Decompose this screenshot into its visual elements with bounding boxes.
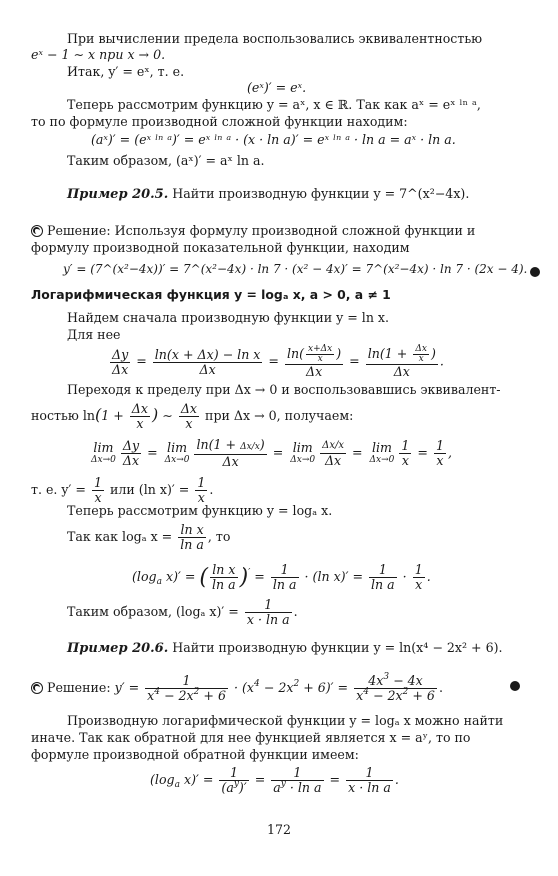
log-line-5: т. е. y′ = $\frac{1}{x}$ или (ln x)′ = $\frac{1}{x}$ . <box>31 475 214 505</box>
solution-start-icon <box>31 225 43 237</box>
example-text: Найти производную функции y = 7^(x²−4x). <box>172 186 470 201</box>
formula-ax: (aˣ)′ = (eˣ ˡⁿ ᵃ)′ = eˣ ˡⁿ ᵃ · (x · ln a)′ = eˣ ˡⁿ ᵃ · ln a = aˣ · ln a. <box>91 132 456 147</box>
example-20-5 <box>67 186 469 202</box>
intro-line-6: Таким образом, (aˣ)′ = aˣ ln a. <box>67 153 265 168</box>
log-line-3: Переходя к пределу при Δx → 0 и воспользовавшись эквивалент- <box>67 382 501 397</box>
formula-dy-dx: $\frac{\Delta y}{\Delta x}$ = $\frac{\text{ln(x + Δx) − ln x}}{\Delta x}$ = ln( $\frac{x+\Delta x}{x}$ ) Δx = ln(1 + $\frac{\Delta x}{x}$ ) Δx . <box>112 344 444 379</box>
intro-line-5: то по формуле производной сложной функции находим: <box>31 114 408 129</box>
intro-line-2: eˣ − 1 ∼ x при x → 0. <box>31 47 166 62</box>
solution-text: Используя формулу производной сложной функции и <box>114 223 476 238</box>
log-line-8: Таким образом, (logₐ x)′ = $\frac{1}{\text{x · ln a}}$ . <box>67 597 298 627</box>
intro-line-3: Итак, y′ = eˣ, т. е. <box>67 64 185 79</box>
log-line-2: Для нее <box>67 327 121 342</box>
log-line-6: Теперь рассмотрим функцию y = logₐ x. <box>67 503 333 518</box>
solution-line-2: формулу производной показательной функции, находим <box>31 240 410 255</box>
example-label: Пример 20.5. <box>67 187 169 202</box>
solution-end-icon <box>510 681 520 691</box>
formula-inverse: ($\log_a$ x)′ = $\frac{1}{(a^y)'}$ = $\frac{1}{a^y \cdot \ln a}$ = $\frac{1}{\text{x · ln a}}$ . <box>150 765 399 795</box>
intro-line-1: При вычислении предела воспользовались эквивалентностью <box>67 31 483 46</box>
formula-limit: lim Δx→0 $\frac{\Delta y}{\Delta x}$ = lim Δx→0 $\frac{\ln(1 + \Delta x/x)}{\Delta x}$ = lim Δx→0 $\frac{\Delta x/x}{\Delta x}$ = lim Δx→0 $\frac{1}{x}$ = $\frac{1}{x}$ , <box>91 437 452 469</box>
section-heading: Логарифмическая функция y = logₐ x, a > 0, a ≠ 1 <box>31 287 391 302</box>
after-line-2: иначе. Так как обратной для нее функцией является x = aʸ, то по <box>31 730 471 745</box>
example-20-6 <box>67 640 503 656</box>
after-line-1: Производную логарифмической функции y = logₐ x можно найти <box>67 713 504 728</box>
intro-line-4: Теперь рассмотрим функцию y = aˣ, x ∈ ℝ. Так как aˣ = eˣ ˡⁿ ᵃ, <box>67 97 481 112</box>
page-number: 172 <box>266 822 292 837</box>
solution-line-1 <box>31 223 475 238</box>
solution-label: Решение: <box>47 223 111 238</box>
log-line-7: Так как logₐ x = $\frac{\text{ln x}}{\text{ln a}}$ , то <box>67 522 231 552</box>
solution-2: Решение: y′ = $\frac{1}{x^4 - 2x^2 + 6}$ · $(x^4 - 2x^2 + 6)'$ = $\frac{4x^3 - 4x}{x^4 - 2x^2 + 6}$ . <box>31 674 443 703</box>
example-label: Пример 20.6. <box>67 641 169 656</box>
example-text: Найти производную функции y = ln(x⁴ − 2x² + 6). <box>172 640 503 655</box>
formula-7x: y′ = (7^(x²−4x))′ = 7^(x²−4x) · ln 7 · (x² − 4x)′ = 7^(x²−4x) · ln 7 · (2x − 4). <box>63 262 528 276</box>
formula-ex: (eˣ)′ = eˣ. <box>247 80 307 95</box>
solution-end-icon <box>530 267 540 277</box>
log-line-4: ностью ln(1 + $\frac{\Delta x}{x}$ ) ∼ $\frac{\Delta x}{x}$ при Δx → 0, получаем: <box>31 401 354 431</box>
solution-start-icon <box>31 682 43 694</box>
formula-loga-derivative: ($\log_a$ x)′ = ( $\frac{\text{ln x}}{\text{ln a}}$ )′ = $\frac{1}{\text{ln a}}$ · (ln x)′ = $\frac{1}{\text{ln a}}$ · $\frac{1}{x}$ . <box>132 562 431 592</box>
log-line-1: Найдем сначала производную функции y = ln x. <box>67 310 390 325</box>
after-line-3: формуле производной обратной функции имеем: <box>31 747 359 762</box>
